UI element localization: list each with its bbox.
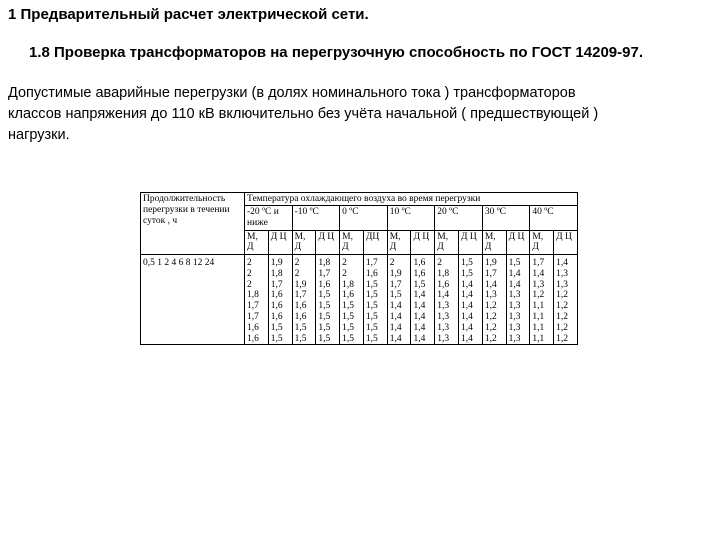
value-column: 2 1,8 1,6 1,4 1,3 1,3 1,3 1,3 [435,255,459,345]
intro-paragraph: Допустимые аварийные перегрузки (в долях номинального тока ) трансформаторов классов напряжения до 110 кВ включительно без учёта начальной ( предшествующей ) нагрузки. [8,85,599,143]
value-column: 1,7 1,6 1,5 1,5 1,5 1,5 1,5 1,5 [363,255,387,345]
cooling-type: Д Ц [554,230,578,254]
cooling-type: М, Д [482,230,506,254]
value-column: 1,4 1,3 1,3 1,2 1,2 1,2 1,2 1,2 [554,255,578,345]
cooling-type: М, Д [387,230,411,254]
temperature-label: 30 ºС [482,206,530,230]
cooling-type: Д Ц [316,230,340,254]
temperature-label: 10 ºС [387,206,435,230]
value-column: 1,7 1,4 1,3 1,2 1,1 1,1 1,1 1,1 [530,255,554,345]
cooling-type: Д Ц [268,230,292,254]
cooling-type: Д Ц [411,230,435,254]
cooling-type: Д Ц [459,230,483,254]
value-column: 1,9 1,7 1,4 1,3 1,2 1,2 1,2 1,2 [482,255,506,345]
cooling-type: ДЦ [363,230,387,254]
page-heading: 1 Предварительный расчет электрической сети. [8,6,369,23]
value-column: 1,8 1,7 1,6 1,5 1,5 1,5 1,5 1,5 [316,255,340,345]
duration-values: 0,5 1 2 4 6 8 12 24 [141,255,245,345]
value-column: 1,5 1,4 1,4 1,3 1,3 1,3 1,3 1,3 [506,255,530,345]
value-column: 1,9 1,8 1,7 1,6 1,6 1,6 1,5 1,5 [268,255,292,345]
value-column: 2 2 1,8 1,6 1,5 1,5 1,5 1,5 [340,255,364,345]
temperature-label: 0 ºС [340,206,388,230]
overload-table [140,192,578,345]
duration-header: Продолжительность перегрузки в течении суток , ч [141,193,245,255]
value-column: 1,5 1,5 1,4 1,4 1,4 1,4 1,4 1,4 [459,255,483,345]
temperature-label: -10 ºС [292,206,340,230]
temperature-label: 40 ºС [530,206,578,230]
value-column: 2 2 2 1,8 1,7 1,7 1,6 1,6 [245,255,269,345]
value-column: 1,6 1,6 1,5 1,4 1,4 1,4 1,4 1,4 [411,255,435,345]
section-heading: 1.8 Проверка трансформаторов на перегрузочную способность по ГОСТ 14209-97. [29,44,643,61]
cooling-type: Д Ц [506,230,530,254]
temperature-label: -20 ºС и ниже [245,206,293,230]
cooling-type: М, Д [245,230,269,254]
cooling-type: М, Д [292,230,316,254]
cooling-type: М, Д [340,230,364,254]
temperature-label: 20 ºС [435,206,483,230]
value-column: 2 1,9 1,7 1,5 1,4 1,4 1,4 1,4 [387,255,411,345]
temperature-header: Температура охлаждающего воздуха во время перегрузки [245,193,578,206]
cooling-type: М, Д [435,230,459,254]
value-column: 2 2 1,9 1,7 1,6 1,6 1,5 1,5 [292,255,316,345]
cooling-type: М, Д [530,230,554,254]
